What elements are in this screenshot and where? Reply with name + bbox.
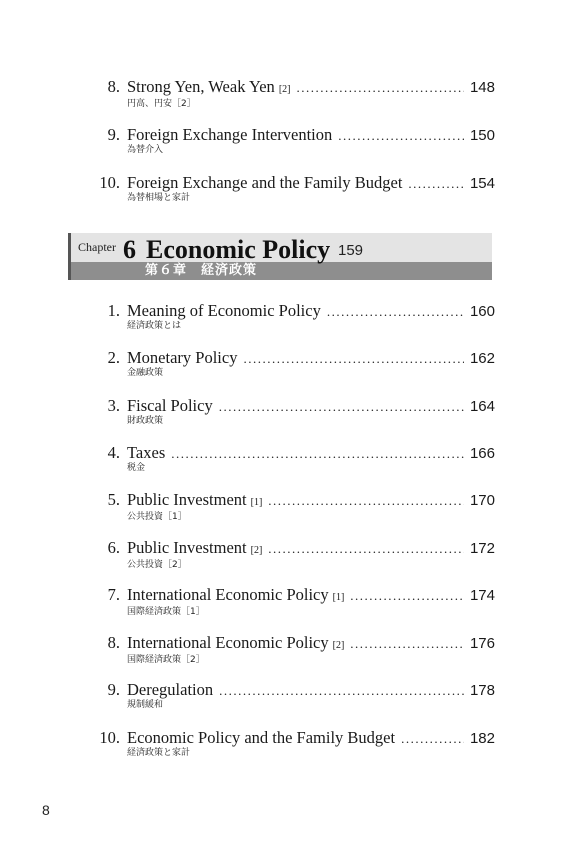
- dot-leader: [296, 79, 463, 97]
- toc-entry[interactable]: [92, 78, 495, 110]
- entry-page: 154: [469, 175, 495, 192]
- entry-part: [1]: [250, 497, 263, 508]
- entry-page: 148: [469, 79, 495, 96]
- entry-number: 8.: [107, 77, 120, 96]
- chapter-jp-title: 第６章 経済政策: [145, 263, 258, 278]
- entry-number: 5.: [107, 490, 120, 509]
- entry-number: 8.: [107, 633, 120, 652]
- entry-part: [2]: [278, 84, 291, 95]
- entry-page: 164: [469, 398, 495, 415]
- entry-jp-title: 規制緩和: [127, 700, 164, 710]
- entry-title: Strong Yen, Weak Yen: [127, 77, 275, 96]
- entry-number: 6.: [107, 538, 120, 557]
- entry-jp-title: 経済政策とは: [127, 321, 182, 331]
- entry-jp-title: 国際経済政策［1］: [127, 607, 205, 617]
- toc-entry[interactable]: [92, 491, 495, 523]
- entry-jp-title: 円高、円安［2］: [127, 99, 196, 109]
- entry-number: 1.: [107, 301, 120, 320]
- entry-number: 7.: [107, 585, 120, 604]
- entry-title: Monetary Policy: [127, 348, 238, 367]
- entry-title: Public Investment: [127, 490, 247, 509]
- dot-leader: [219, 398, 464, 416]
- entry-jp-title: 公共投資［2］: [127, 560, 187, 570]
- entry-part: [2]: [332, 640, 345, 651]
- entry-part: [2]: [250, 545, 263, 556]
- entry-title: International Economic Policy: [127, 585, 329, 604]
- entry-title: Foreign Exchange Intervention: [127, 125, 333, 144]
- dot-leader: [401, 730, 464, 748]
- entry-page: 178: [469, 682, 495, 699]
- entry-page: 176: [469, 635, 495, 652]
- toc-entry[interactable]: [92, 397, 495, 427]
- dot-leader: [338, 127, 464, 145]
- dot-leader: [327, 303, 464, 321]
- entry-number: 10.: [99, 173, 120, 192]
- toc-entry[interactable]: [92, 634, 495, 666]
- chapter-header[interactable]: [68, 233, 492, 280]
- dot-leader: [268, 492, 464, 510]
- entry-number: 9.: [107, 125, 120, 144]
- entry-number: 10.: [99, 728, 120, 747]
- toc-entry[interactable]: [92, 302, 495, 332]
- toc-entry[interactable]: [92, 586, 495, 618]
- entry-page: 160: [469, 303, 495, 320]
- entry-page: 166: [469, 445, 495, 462]
- toc-entry[interactable]: [92, 174, 495, 204]
- entry-number: 9.: [107, 680, 120, 699]
- entry-title: Taxes: [127, 443, 166, 462]
- chapter-label: Chapter: [78, 240, 116, 254]
- entry-page: 174: [469, 587, 495, 604]
- entry-title: Public Investment: [127, 538, 247, 557]
- chapter-number: 6: [123, 235, 136, 264]
- toc-entry[interactable]: [92, 539, 495, 571]
- dot-leader: [350, 635, 464, 653]
- entry-title: Meaning of Economic Policy: [127, 301, 321, 320]
- dot-leader: [171, 445, 464, 463]
- entry-jp-title: 為替介入: [127, 145, 164, 155]
- page-number: 8: [42, 802, 50, 818]
- chapter-page: 159: [338, 242, 364, 259]
- entry-number: 3.: [107, 396, 120, 415]
- toc-entry[interactable]: [92, 444, 495, 474]
- entry-part: [1]: [332, 592, 345, 603]
- chapter-title: Economic Policy: [146, 235, 331, 264]
- toc-entry[interactable]: [92, 681, 495, 711]
- entry-jp-title: 金融政策: [127, 368, 164, 378]
- entry-jp-title: 公共投資［1］: [127, 512, 187, 522]
- toc-entry[interactable]: [92, 349, 495, 379]
- entry-page: 162: [469, 350, 495, 367]
- entry-page: 170: [469, 492, 495, 509]
- toc-entry[interactable]: [92, 126, 495, 156]
- chapter-header-accent: [68, 233, 71, 280]
- dot-leader: [243, 350, 464, 368]
- toc-entry[interactable]: [92, 729, 495, 759]
- entry-page: 172: [469, 540, 495, 557]
- dot-leader: [408, 175, 464, 193]
- dot-leader: [350, 587, 464, 605]
- entry-title: International Economic Policy: [127, 633, 329, 652]
- entry-number: 2.: [107, 348, 120, 367]
- entry-jp-title: 国際経済政策［2］: [127, 655, 205, 665]
- dot-leader: [219, 682, 464, 700]
- entry-number: 4.: [107, 443, 120, 462]
- entry-jp-title: 為替相場と家計: [127, 193, 191, 203]
- entry-page: 182: [469, 730, 495, 747]
- entry-jp-title: 経済政策と家計: [127, 748, 191, 758]
- entry-jp-title: 財政政策: [127, 416, 164, 426]
- entry-title: Economic Policy and the Family Budget: [127, 728, 396, 747]
- entry-title: Foreign Exchange and the Family Budget: [127, 173, 403, 192]
- entry-title: Fiscal Policy: [127, 396, 213, 415]
- entry-jp-title: 税金: [127, 463, 146, 473]
- entry-title: Deregulation: [127, 680, 214, 699]
- entry-page: 150: [469, 127, 495, 144]
- dot-leader: [268, 540, 464, 558]
